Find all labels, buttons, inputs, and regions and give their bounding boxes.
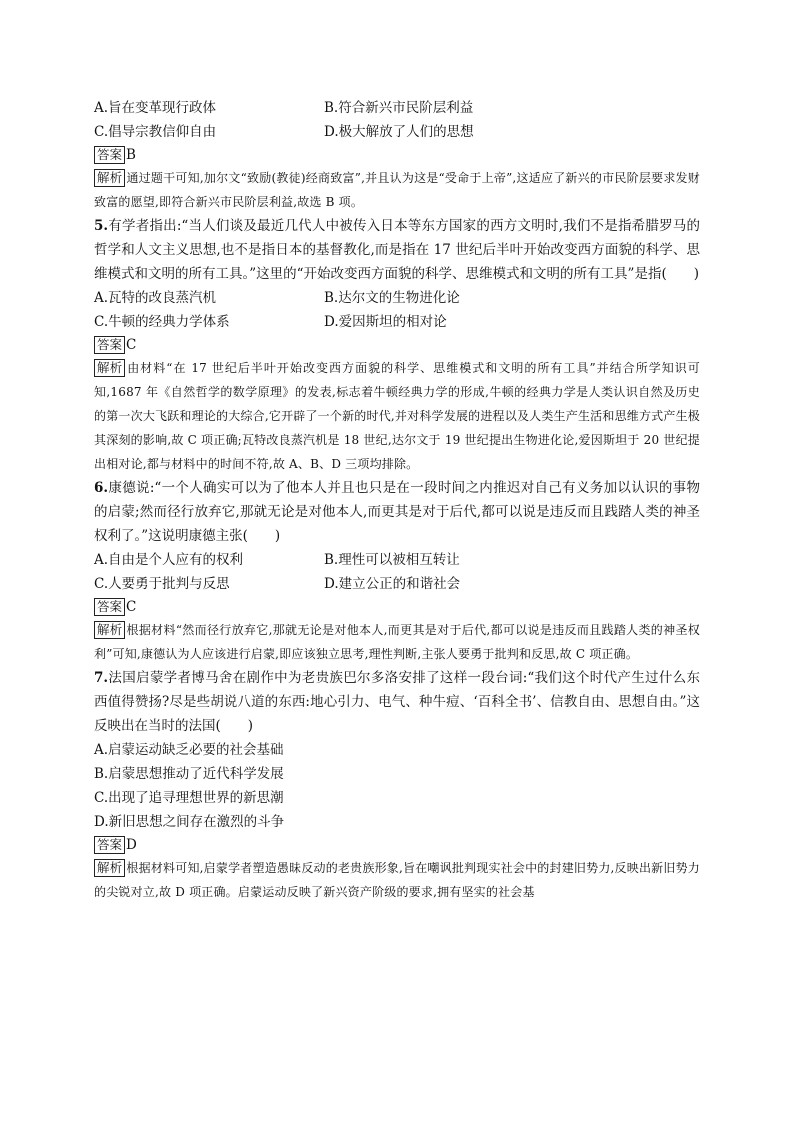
q7-answer-value: D	[126, 837, 137, 853]
q6-answer-value: C	[126, 599, 137, 615]
q4-options	[94, 96, 700, 144]
q5-option-c: C.牛顿的经典力学体系	[94, 314, 230, 330]
q5-option-a: A.瓦特的改良蒸汽机	[94, 290, 217, 306]
q6-option-d: D.建立公正的和谐社会	[324, 576, 461, 592]
q5-option-d: D.爱因斯坦的相对论	[324, 314, 447, 330]
q5-stem	[94, 214, 700, 286]
q6-option-c: C.人要勇于批判与反思	[94, 576, 230, 592]
q7-option-c: C.出现了追寻理想世界的新思潮	[94, 790, 284, 806]
q6-explanation-text: 根据材料“然而径行放弃它,那就无论是对他本人,而更其是对于后代,都可以说是违反而且践踏人类的神圣权利”可知,康德认为人应该进行启蒙,即应该独立思考,理性判断,主张人要勇于批判和反思,故 C 项正确。	[94, 623, 700, 661]
q7-answer	[94, 834, 700, 856]
q7-stem	[94, 666, 700, 738]
explain-tag: 解析	[94, 859, 125, 877]
q6-stem	[94, 476, 700, 548]
q7-option-b: B.启蒙思想推动了近代科学发展	[94, 766, 284, 782]
q6-explanation	[94, 618, 700, 666]
answer-tag: 答案	[94, 836, 125, 854]
answer-tag: 答案	[94, 146, 125, 164]
q5-explanation	[94, 356, 700, 476]
q6-option-a: A.自由是个人应有的权利	[94, 552, 244, 568]
q4-explanation-text: 通过题干可知,加尔文“致励(教徒)经商致富”,并且认为这是“受命于上帝”,这适应了新兴的市民阶层要求发财致富的愿望,即符合新兴市民阶层利益,故选 B 项。	[94, 171, 700, 209]
q6-answer	[94, 596, 700, 618]
q6-options	[94, 548, 700, 596]
q4-option-b: B.符合新兴市民阶层利益	[324, 100, 474, 116]
q5-answer-value: C	[126, 337, 137, 353]
q5-explanation-text: 由材料“在 17 世纪后半叶开始改变西方面貌的科学、思维模式和文明的所有工具”并结合所学知识可知,1687 年《自然哲学的数学原理》的发表,标志着牛顿经典力学的形成,牛顿的经典力学是人类认识自然及历史的第一次大飞跃和理论的大综合,它开辟了一个新的时代,并对科学发展的进程以及人类生产生活和思维方式产生极其深刻的影响,故 C 项正确;瓦特改良蒸汽机是 18 世纪,达尔文于 19 世纪提出生物进化论,爱因斯坦于 20 世纪提出相对论,都与材料中的时间不符,故 A、B、D 三项均排除。	[94, 361, 700, 471]
q6-option-b: B.理性可以被相互转让	[324, 552, 460, 568]
q6-stem-text: 康德说:“一个人确实可以为了他本人并且也只是在一段时间之内推迟对自己有义务加以认识的事物的启蒙;然而径行放弃它,那就无论是对他本人,而更其是对于后代,都可以说是违反而且践踏人类的神圣权利了。”这说明康德主张( )	[94, 480, 700, 544]
q7-explanation-text: 根据材料可知,启蒙学者塑造愚昧反动的老贵族形象,旨在嘲讽批判现实社会中的封建旧势力,反映出新旧势力的尖锐对立,故 D 项正确。启蒙运动反映了新兴资产阶级的要求,拥有坚实的社会基	[94, 861, 700, 899]
q7-options	[94, 738, 700, 834]
explain-tag: 解析	[94, 169, 125, 187]
q4-option-a: A.旨在变革现行政体	[94, 100, 217, 116]
q4-answer-value: B	[126, 147, 136, 163]
q7-option-d: D.新旧思想之间存在激烈的斗争	[94, 814, 285, 830]
q5-options	[94, 286, 700, 334]
q4-answer	[94, 144, 700, 166]
q7-explanation	[94, 856, 700, 904]
answer-tag: 答案	[94, 336, 125, 354]
document-page	[94, 96, 700, 904]
q5-number: 5.	[94, 218, 109, 234]
q7-number: 7.	[94, 670, 109, 686]
q7-option-a: A.启蒙运动缺乏必要的社会基础	[94, 742, 284, 758]
q4-option-d: D.极大解放了人们的思想	[324, 124, 474, 140]
q6-number: 6.	[94, 480, 109, 496]
q5-option-b: B.达尔文的生物进化论	[324, 290, 460, 306]
q4-explanation	[94, 166, 700, 214]
answer-tag: 答案	[94, 598, 125, 616]
q7-stem-text: 法国启蒙学者博马舍在剧作中为老贵族巴尔多洛安排了这样一段台词:“我们这个时代产生过什么东西值得赞扬?尽是些胡说八道的东西:地心引力、电气、种牛痘、‘百科全书’、信教自由、思想自由。”这反映出在当时的法国( )	[94, 670, 700, 734]
q4-option-c: C.倡导宗教信仰自由	[94, 124, 217, 140]
explain-tag: 解析	[94, 621, 125, 639]
q5-answer	[94, 334, 700, 356]
q5-stem-text: 有学者指出:“当人们谈及最近几代人中被传入日本等东方国家的西方文明时,我们不是指希腊罗马的哲学和人文主义思想,也不是指日本的基督教化,而是指在 17 世纪后半叶开始改变西方面貌的科学、思维模式和文明的所有工具。”这里的“开始改变西方面貌的科学、思维模式和文明的所有工具”是指( )	[94, 218, 700, 282]
explain-tag: 解析	[94, 359, 125, 377]
